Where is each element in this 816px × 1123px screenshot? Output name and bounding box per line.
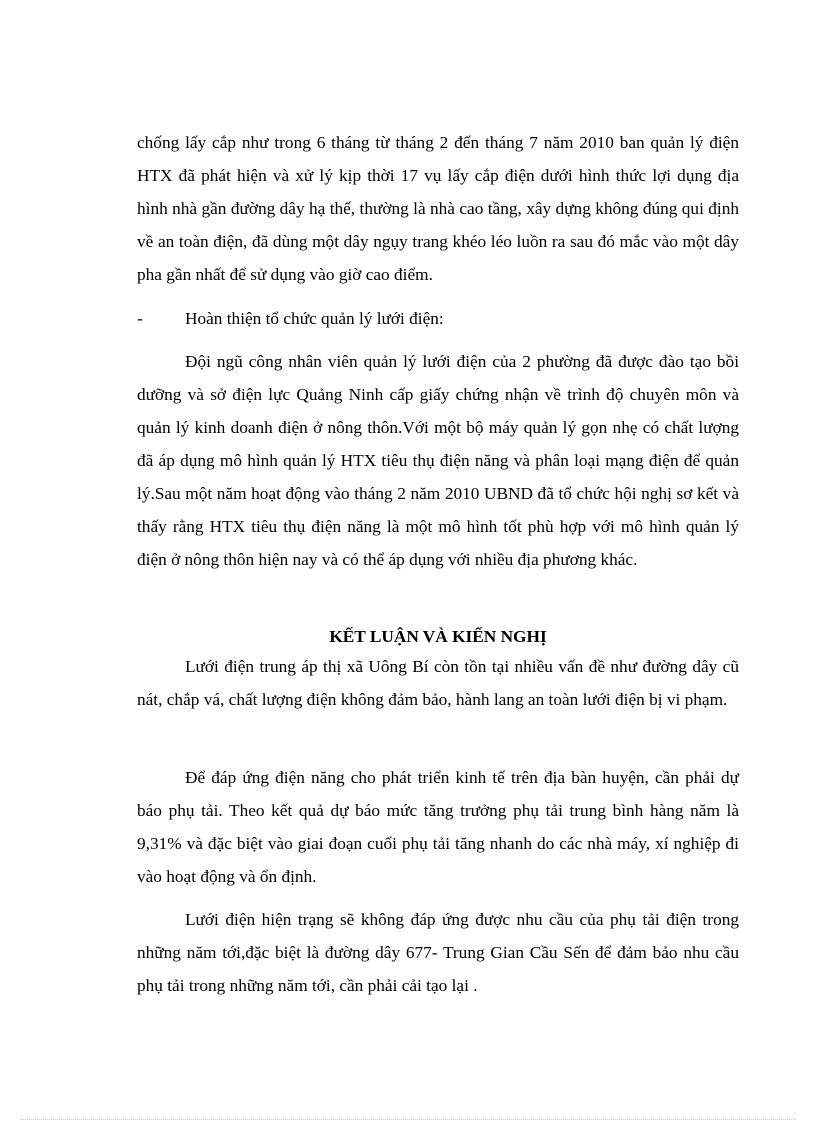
page-bottom-divider xyxy=(20,1119,796,1120)
paragraph-grid-status: Lưới điện trung áp thị xã Uông Bí còn tồn tại nhiều vấn đề như đường dây cũ nát, chắp vá, chất lượng điện không đảm bảo, hành lang an toàn lưới điện bị vi phạm. xyxy=(137,657,739,709)
paragraph-theft-prevention: chống lấy cắp như trong 6 tháng từ tháng 2 đến tháng 7 năm 2010 ban quản lý điện HTX đã phát hiện và xử lý kịp thời 17 vụ lấy cắp điện dưới hình thức lợi dụng địa hình nhà gần đường dây hạ thế, thường là nhà cao tầng, xây dựng không đúng qui định về an toàn điện, đã dùng một dây ngụy trang khéo léo luồn ra sau đó mắc vào một dây pha gần nhất để sử dụng vào giờ cao điểm. xyxy=(137,133,739,284)
bullet-marker: - xyxy=(137,309,143,328)
paragraph-grid-upgrade: Lưới điện hiện trạng sẽ không đáp ứng được nhu cầu của phụ tải điện trong những năm tới,đặc biệt là đường dây 677- Trung Gian Cầu Sến để đảm bảo nhu cầu phụ tải trong những năm tới, cần phải cải tạo lại . xyxy=(137,910,739,995)
section-heading: KẾT LUẬN VÀ KIẾN NGHỊ xyxy=(329,627,547,646)
bullet-text: Hoàn thiện tổ chức quản lý lưới điện: xyxy=(185,309,444,328)
paragraph-load-forecast: Để đáp ứng điện năng cho phát triển kinh tế trên địa bàn huyện, cần phải dự báo phụ tải. Theo kết quả dự báo mức tăng trưởng phụ tải trung bình hàng năm là 9,31% và đặc biệt vào giai đoạn cuối phụ tải tăng nhanh do các nhà máy, xí nghiệp đi vào hoạt động và ổn định. xyxy=(137,768,739,886)
paragraph-staff-training: Đội ngũ công nhân viên quản lý lưới điện của 2 phường đã được đào tạo bồi dưỡng và sở điện lực Quảng Ninh cấp giấy chứng nhận về trình độ chuyên môn và quản lý kinh doanh điện ở nông thôn.Với một bộ máy quản lý gọn nhẹ có chất lượng đã áp dụng mô hình quản lý HTX tiêu thụ điện năng và phân loại mạng điện để quản lý.Sau một năm hoạt động vào tháng 2 năm 2010 UBND đã tổ chức hội nghị sơ kết và thấy rằng HTX tiêu thụ điện năng là một mô hình tốt phù hợp với mô hình quản lý điện ở nông thôn hiện nay và có thể áp dụng với nhiều địa phương khác. xyxy=(137,352,739,569)
